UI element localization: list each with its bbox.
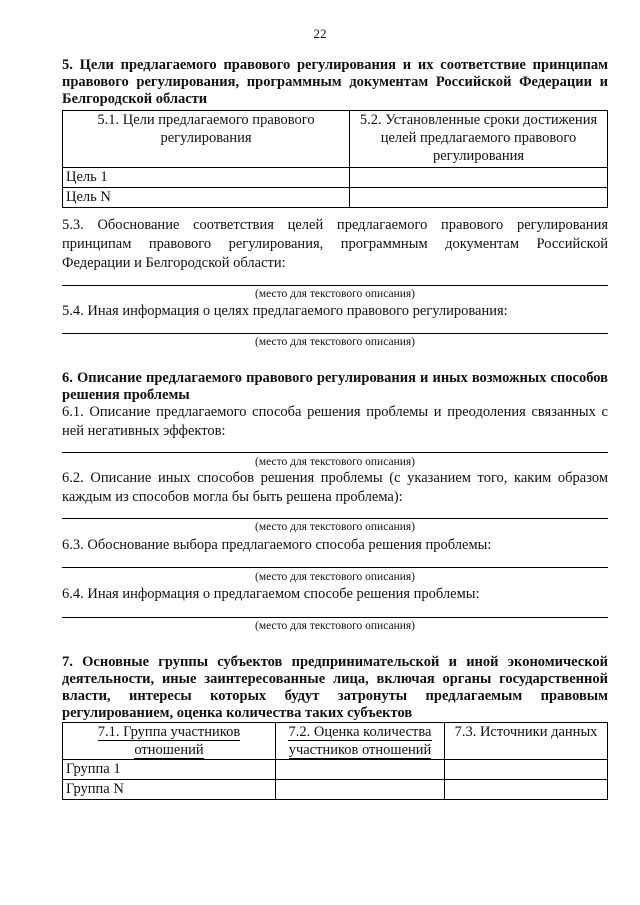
page-number: 22 xyxy=(313,26,327,41)
participants-table xyxy=(62,722,608,800)
goals-table-header-2: 5.2. Установленные сроки достижения целей предлагаемого правового регулирования xyxy=(350,111,608,168)
placeholder-note: (место для текстового описания) xyxy=(254,456,415,468)
text-field-line xyxy=(62,518,608,519)
table-row xyxy=(63,188,608,208)
paragraph-6-1: 6.1. Описание предлагаемого способа решения проблемы и преодоления связанных с ней негативных эффектов: xyxy=(62,404,608,439)
paragraph-6-2: 6.2. Описание иных способов решения проблемы (с указанием того, каким образом каждым из способов могла бы быть решена проблема): xyxy=(62,470,608,505)
text-field-line xyxy=(62,617,608,618)
participants-table-header-3: 7.3. Источники данных xyxy=(445,723,608,760)
paragraph-6-3: 6.3. Обоснование выбора предлагаемого способа решения проблемы: xyxy=(62,537,492,553)
section-5-heading: 5. Цели предлагаемого правового регулирования и их соответствие принципам правового регулирования, программным документам Российской Федерации и Белгородской области xyxy=(62,57,608,107)
table-cell xyxy=(276,760,445,780)
table-cell xyxy=(350,188,608,208)
table-row xyxy=(63,168,608,188)
table-row xyxy=(63,760,608,780)
table-cell: Группа 1 xyxy=(63,760,276,780)
table-cell xyxy=(445,760,608,780)
paragraph-5-4: 5.4. Иная информация о целях предлагаемого правового регулирования: xyxy=(62,303,508,319)
participants-table-header-2: 7.2. Оценка количества участников отношений xyxy=(276,723,445,760)
text-field-line xyxy=(62,285,608,286)
placeholder-note: (место для текстового описания) xyxy=(254,336,415,348)
text-field-line xyxy=(62,333,608,334)
table-cell: Цель 1 xyxy=(63,168,350,188)
text-field-line xyxy=(62,567,608,568)
section-7-heading: 7. Основные группы субъектов предпринимательской и иной экономической деятельности, иные заинтересованные лица, включая органы государственной власти, интересы которых будут затронуты предлагаемым правовым регулированием, оценка количества таких субъектов xyxy=(62,654,608,721)
table-row xyxy=(63,780,608,800)
goals-table xyxy=(62,110,608,208)
placeholder-note: (место для текстового описания) xyxy=(254,620,415,632)
placeholder-note: (место для текстового описания) xyxy=(254,571,415,583)
text-field-line xyxy=(62,452,608,453)
table-cell: Группа N xyxy=(63,780,276,800)
placeholder-note: (место для текстового описания) xyxy=(254,288,415,300)
participants-table-header-1: 7.1. Группа участников отношений xyxy=(63,723,276,760)
paragraph-5-3: 5.3. Обоснование соответствия целей предлагаемого правового регулирования принципам правового регулирования, программным документам Российской Федерации и Белгородской области: xyxy=(62,217,608,271)
goals-table-header-1: 5.1. Цели предлагаемого правового регулирования xyxy=(63,111,350,168)
table-cell xyxy=(445,780,608,800)
paragraph-6-4: 6.4. Иная информация о предлагаемом способе решения проблемы: xyxy=(62,586,480,602)
table-cell xyxy=(350,168,608,188)
table-cell xyxy=(276,780,445,800)
placeholder-note: (место для текстового описания) xyxy=(254,521,415,533)
section-6-heading: 6. Описание предлагаемого правового регулирования и иных возможных способов решения проблемы xyxy=(62,370,608,403)
table-cell: Цель N xyxy=(63,188,350,208)
